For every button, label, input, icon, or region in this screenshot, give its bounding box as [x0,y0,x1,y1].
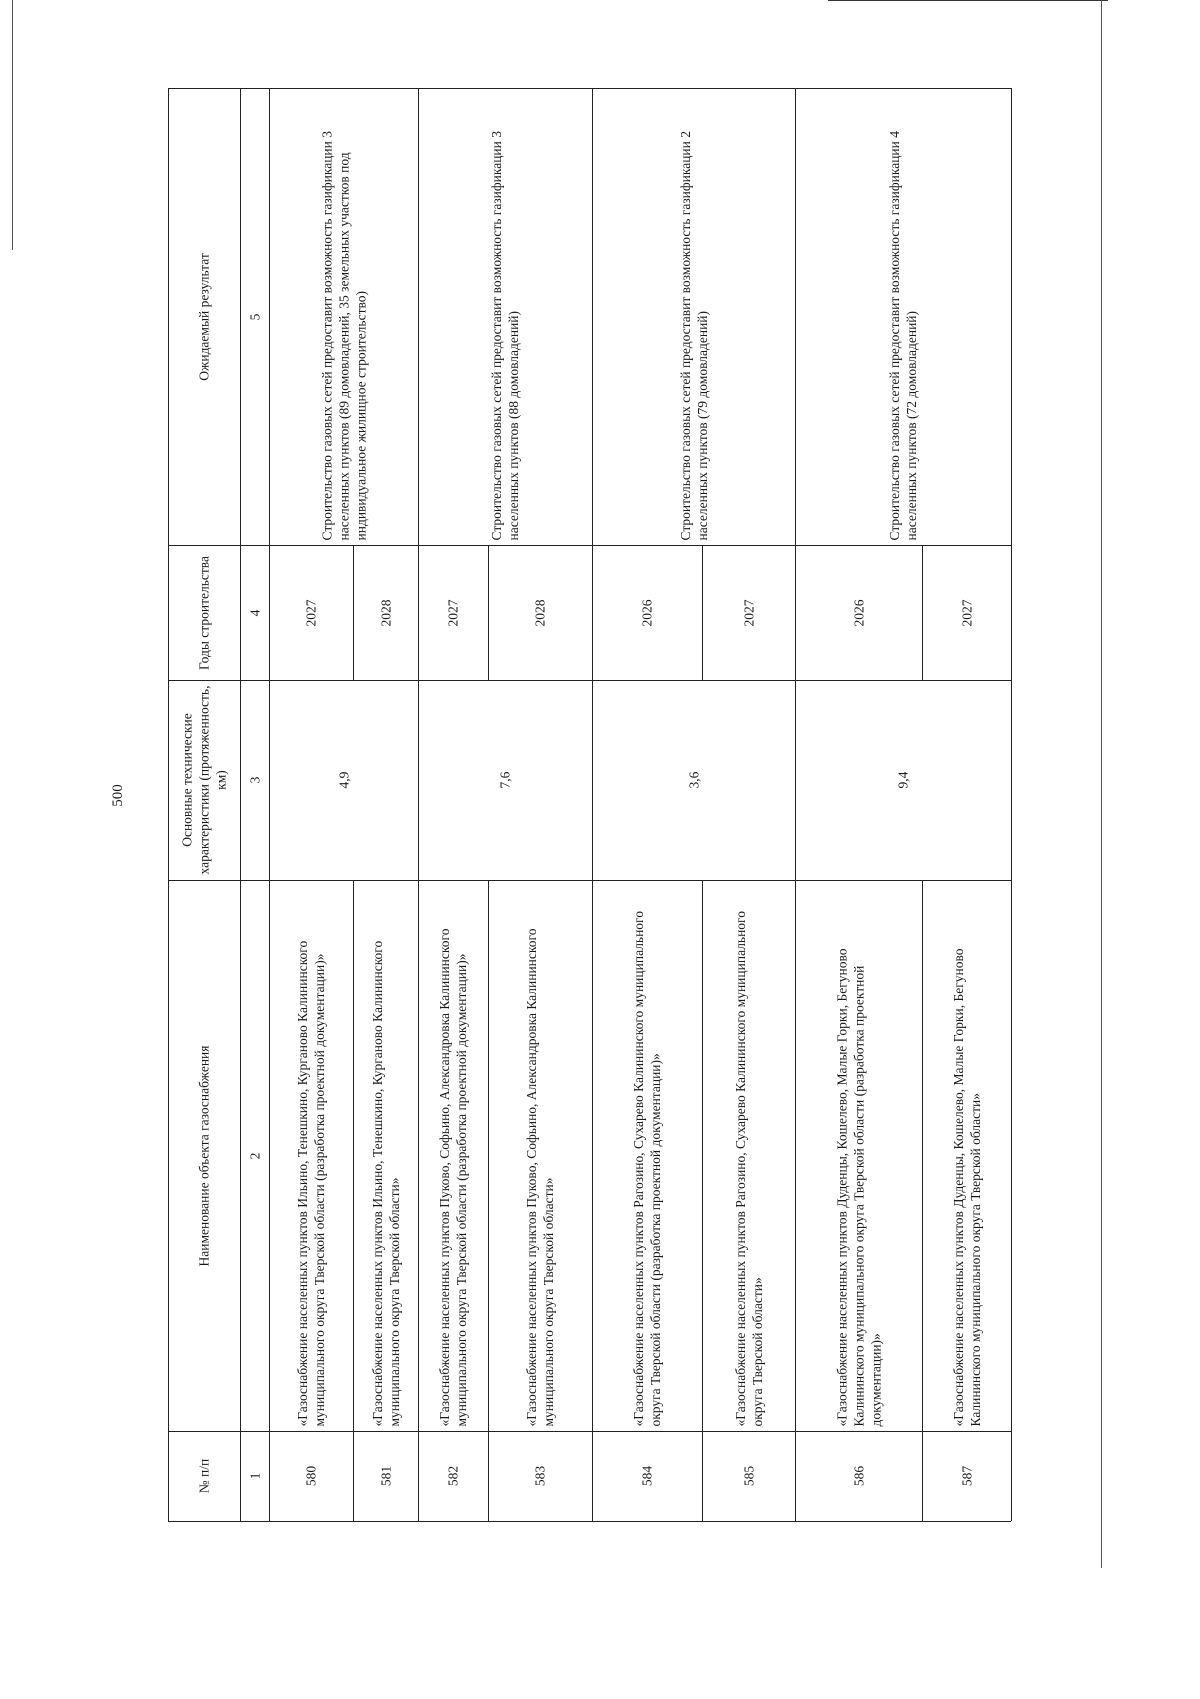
expected-result-text: Строительство газовых сетей предоставит возможность газификации 3 населенных пунктов (88 домовладений) [489,130,521,540]
row-number [922,1431,1011,1521]
row-number-text: 586 [851,1465,866,1487]
row-number [795,1431,922,1521]
expected-result-text: Строительство газовых сетей предоставит возможность газификации 4 населенных пунктов (72 домовладений) [887,130,919,540]
construction-year [488,545,592,680]
object-name-text: «Газоснабжение населенных пунктов Рагозино, Сухарево Калининского муниципального округа Тверской области (разработка проектной документации)» [631,910,663,1426]
expected-result [269,88,418,545]
object-name [795,880,922,1431]
construction-year-text: 2027 [303,599,319,626]
top-edge-rule [828,0,1108,1]
row-number [418,1431,488,1521]
object-name-text: «Газоснабжение населенных пунктов Дуденцы, Кошелево, Малые Горки, Бегуново Калининского муниципального округа Тверской области (разработка проектной документации)» [834,948,883,1426]
header-years [168,545,240,680]
column-number-text: 2 [247,1152,262,1159]
expected-result-text: Строительство газовых сетей предоставит возможность газификации 2 населенных пунктов (79 домовладений) [677,130,710,540]
left-edge-rule [12,0,13,250]
construction-year [795,545,922,680]
header-num-text: № п/п [196,1458,212,1494]
object-name-text: «Газоснабжение населенных пунктов Пуково, Софьино, Александровка Калининского муниципального округа Тверской области» [524,928,556,1426]
row-number-text: 582 [445,1465,461,1487]
object-name [702,880,795,1431]
column-number [240,880,269,1431]
header-name [168,880,240,1431]
header-tech [168,680,240,880]
construction-year [922,545,1011,680]
column-number [240,88,269,545]
construction-year-text: 2028 [532,599,548,626]
length-km [269,680,418,880]
header-tech-text: Основные технические характеристики (протяженность, км) [179,685,229,875]
length-km-text: 3,6 [686,771,701,789]
construction-year [269,545,353,680]
header-years-text: Годы строительства [196,555,212,670]
table-rule-v [1011,88,1012,1521]
column-number-text: 3 [247,776,262,784]
expected-result [592,88,795,545]
row-number [269,1431,353,1521]
column-number [240,545,269,680]
column-number-text: 1 [247,1472,262,1480]
header-name-text: Наименование объекта газоснабжения [196,1045,212,1266]
object-name [922,880,1011,1431]
column-number [240,680,269,880]
expected-result [795,88,1011,545]
construction-year [702,545,795,680]
length-km-text: 9,4 [895,771,911,789]
row-number-text: 583 [532,1465,548,1487]
object-name [269,880,353,1431]
gasification-table [168,88,1011,1521]
object-name [418,880,488,1431]
construction-year [353,545,418,680]
object-name-text: «Газоснабжение населенных пунктов Рагозино, Сухарево Калининского муниципального округа Тверской области» [732,910,765,1426]
object-name-text: «Газоснабжение населенных пунктов Ильино, Тенешкино, Курганово Калининского муниципального округа Тверской области (разработка проектной документации)» [295,940,327,1426]
construction-year-text: 2027 [959,599,974,626]
object-name [353,880,418,1431]
row-number [353,1431,418,1521]
object-name-text: «Газоснабжение населенных пунктов Пуково, Софьино, Александровка Калининского муниципального округа Тверской области (разработка проектной документации)» [437,928,469,1426]
page-number: 500 [109,783,126,807]
length-km [592,680,795,880]
construction-year [592,545,702,680]
expected-result-text: Строительство газовых сетей предоставит возможность газификации 3 населенных пунктов (89 домовладений, 35 земельных участков под индивидуальное жилищное строительство) [319,130,368,540]
object-name-text: «Газоснабжение населенных пунктов Дуденцы, Кошелево, Малые Горки, Бегуново Калининского муниципального округа Тверской области» [950,948,983,1426]
construction-year-text: 2026 [639,599,655,626]
construction-year [418,545,488,680]
column-number [240,1431,269,1521]
header-result-text: Ожидаемый результат [196,252,212,381]
row-number-text: 585 [741,1465,756,1487]
construction-year-text: 2027 [741,599,756,626]
row-number-text: 581 [378,1465,393,1487]
object-name-text: «Газоснабжение населенных пунктов Ильино, Тенешкино, Курганово Калининского муниципального округа Тверской области» [369,940,402,1426]
row-number-text: 580 [303,1465,319,1487]
header-num [168,1431,240,1521]
row-number-text: 587 [959,1465,974,1487]
row-number [488,1431,592,1521]
row-number-text: 584 [639,1465,655,1487]
row-number [702,1431,795,1521]
construction-year-text: 2026 [851,599,866,626]
construction-year-text: 2028 [378,599,393,626]
length-km [795,680,1011,880]
length-km-text: 4,9 [336,771,351,789]
header-result [168,88,240,545]
object-name [488,880,592,1431]
construction-year-text: 2027 [445,599,461,626]
length-km [418,680,592,880]
length-km-text: 7,6 [497,771,513,789]
column-number-text: 5 [247,313,262,320]
object-name [592,880,702,1431]
expected-result [418,88,592,545]
row-number [592,1431,702,1521]
table-rule-h [168,1521,1011,1522]
column-number-text: 4 [247,609,262,616]
right-edge-rule [1101,0,1102,1568]
